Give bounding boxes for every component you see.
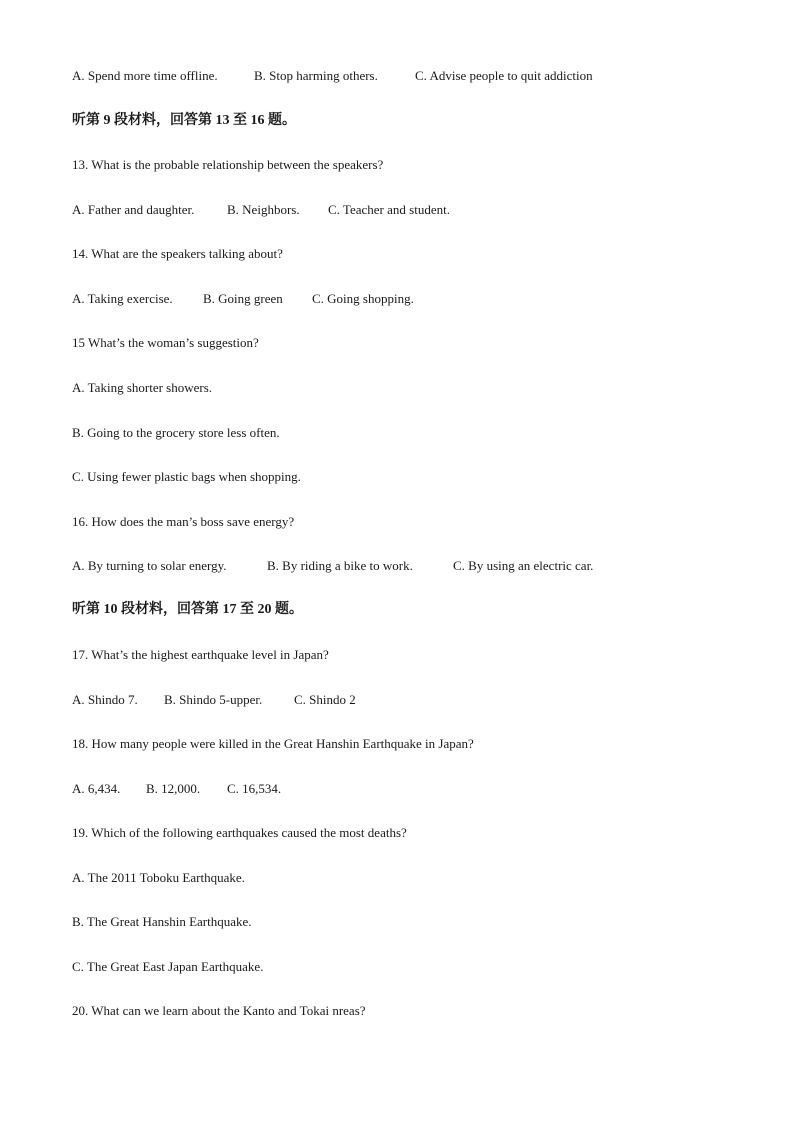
q14-option-c: C. Going shopping. (312, 291, 414, 306)
q17-option-b: B. Shindo 5-upper. (164, 692, 263, 707)
q19-option-a: A. The 2011 Toboku Earthquake. (72, 870, 245, 885)
q15-option-b: B. Going to the grocery store less often. (72, 425, 280, 440)
q15-option-a: A. Taking shorter showers. (72, 380, 213, 395)
q19-option-c: C. The Great East Japan Earthquake. (72, 959, 264, 974)
q15-option-c: C. Using fewer plastic bags when shopping. (72, 469, 301, 484)
q16-option-b: B. By riding a bike to work. (267, 558, 413, 573)
q19-option-b: B. The Great Hanshin Earthquake. (72, 914, 252, 929)
q14-option-b: B. Going green (203, 291, 283, 306)
q13-option-c: C. Teacher and student. (328, 202, 450, 217)
q17-question: 17. What’s the highest earthquake level in Japan? (72, 647, 329, 662)
q17-option-a: A. Shindo 7. (72, 692, 138, 707)
q16-option-a: A. By turning to solar energy. (72, 558, 227, 573)
q14-question: 14. What are the speakers talking about? (72, 246, 283, 261)
q18-question: 18. How many people were killed in the Great Hanshin Earthquake in Japan? (72, 736, 474, 751)
q12-option-b: B. Stop harming others. (254, 68, 378, 83)
q18-option-a: A. 6,434. (72, 781, 121, 796)
q19-question: 19. Which of the following earthquakes caused the most deaths? (72, 825, 407, 840)
q17-option-c: C. Shindo 2 (294, 692, 356, 707)
section-9-heading: 听第 9 段材料，回答第 13 至 16 题。 (72, 113, 296, 128)
q15-question: 15 What’s the woman’s suggestion? (72, 335, 259, 350)
q20-question: 20. What can we learn about the Kanto and Tokai nreas? (72, 1003, 366, 1018)
q16-option-c: C. By using an electric car. (453, 558, 594, 573)
q12-option-a: A. Spend more time offline. (72, 68, 218, 83)
q18-option-c: C. 16,534. (227, 781, 282, 796)
section-10-heading: 听第 10 段材料，回答第 17 至 20 题。 (72, 602, 303, 617)
q13-option-a: A. Father and daughter. (72, 202, 195, 217)
q18-option-b: B. 12,000. (146, 781, 201, 796)
q16-question: 16. How does the man’s boss save energy? (72, 514, 295, 529)
q14-option-a: A. Taking exercise. (72, 291, 173, 306)
q13-question: 13. What is the probable relationship between the speakers? (72, 157, 384, 172)
q13-option-b: B. Neighbors. (227, 202, 300, 217)
q12-option-c: C. Advise people to quit addiction (415, 68, 593, 83)
